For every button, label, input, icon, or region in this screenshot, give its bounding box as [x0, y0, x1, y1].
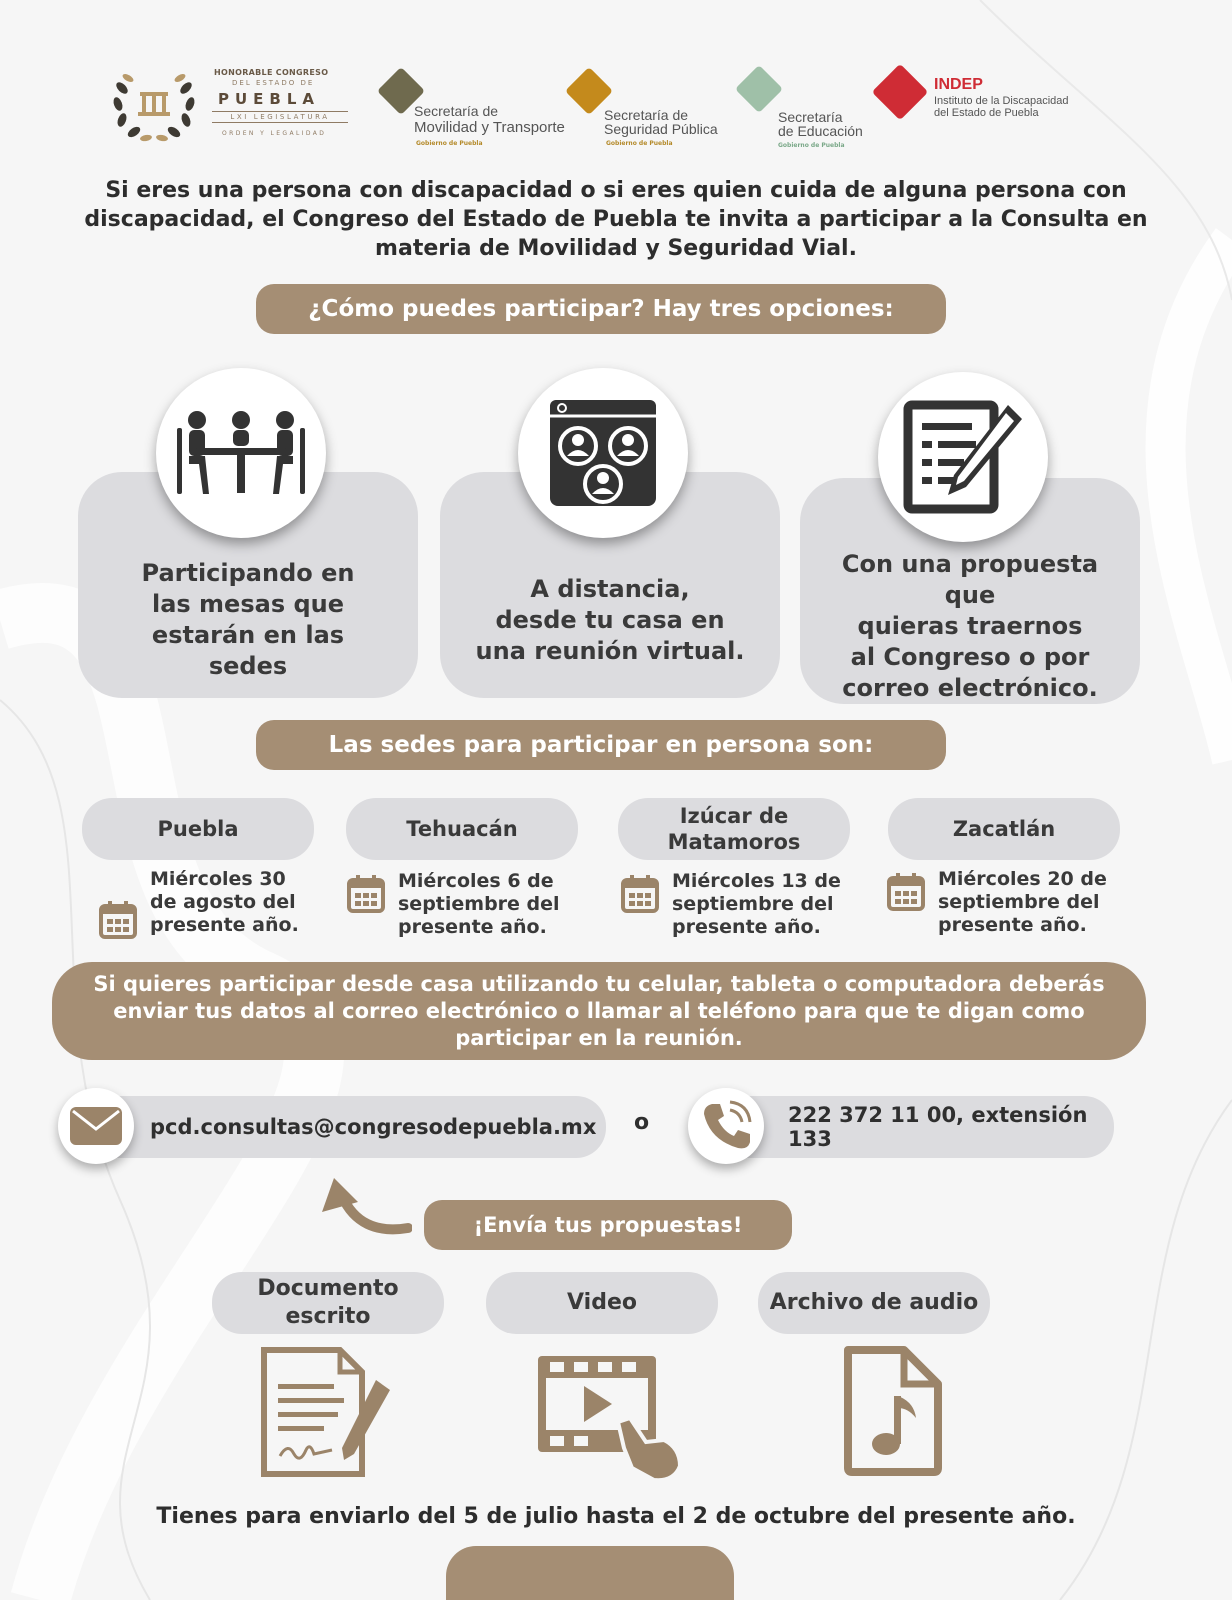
media-label: Video: [567, 1290, 637, 1315]
phone-icon: [700, 1100, 752, 1152]
indep-line2: del Estado de Puebla: [934, 107, 1039, 119]
deadline-text: Tienes para enviarlo del 5 de julio hasta el 2 de octubre del presente año.: [156, 1504, 1076, 1529]
intro-line: discapacidad, el Congreso del Estado de Puebla te invita a participar a la Consulta en: [84, 207, 1148, 232]
note-line: participar en la reunión.: [455, 1025, 743, 1050]
indep-logo: [878, 68, 1108, 128]
option-text: [476, 574, 745, 667]
written-document-icon: [258, 1346, 394, 1478]
congreso-sub-text: DEL ESTADO DE: [232, 79, 315, 87]
media-label: Documento: [257, 1276, 399, 1301]
date-line: septiembre del: [398, 893, 560, 915]
send-header: ¡Envía tus propuestas!: [424, 1200, 792, 1250]
option-line: desde tu casa en: [495, 605, 725, 634]
educacion-logo: [736, 66, 876, 156]
contact-separator: o: [634, 1110, 650, 1135]
option-text: [816, 549, 1124, 704]
date-line: presente año.: [398, 916, 547, 938]
sedes-header: Las sedes para participar en persona son:: [256, 720, 946, 770]
option-line: una reunión virtual.: [475, 636, 745, 665]
date-line: septiembre del: [672, 893, 834, 915]
seguridad-line2: Seguridad Pública: [604, 121, 718, 137]
option-line: correo electrónico.: [842, 673, 1098, 702]
options-header: ¿Cómo puedes participar? Hay tres opciones:: [256, 284, 946, 334]
audio-file-icon: [840, 1346, 944, 1476]
indep-line1: Instituto de la Discapacidad: [934, 95, 1069, 107]
virtual-meeting-icon: [548, 398, 658, 508]
meeting-table-icon-circle: [156, 368, 326, 538]
educacion-gov: Gobierno de Puebla: [778, 142, 845, 149]
date-line: Miércoles 6 de: [398, 870, 554, 892]
envelope-icon: [70, 1107, 122, 1145]
option-line: al Congreso o por: [850, 642, 1090, 671]
sede-city-puebla: [82, 798, 314, 860]
city-name: Izúcar de: [679, 804, 789, 828]
date-line: de agosto del: [150, 891, 296, 913]
congreso-motto: ORDEN Y LEGALIDAD: [222, 130, 327, 137]
movilidad-line1: Secretaría de: [414, 103, 499, 119]
phone-number[interactable]: 222 372 11 00, extensión 133: [788, 1103, 1088, 1151]
media-pill-documento: [212, 1272, 444, 1334]
congreso-name: PUEBLA: [218, 90, 321, 108]
note-line: enviar tus datos al correo electrónico o llamar al teléfono para que te digan como: [113, 998, 1085, 1023]
city-name: Zacatlán: [952, 817, 1056, 841]
footer-tab: [446, 1546, 734, 1600]
virtual-meeting-icon-circle: [518, 368, 688, 538]
note-line: Si quieres participar desde casa utilizando tu celular, tableta o computadora deberás: [93, 971, 1105, 996]
calendar-icon: [620, 874, 660, 914]
indep-full-name: [934, 95, 1104, 119]
indep-emblem-icon: [872, 64, 929, 121]
sede-date: [398, 870, 560, 939]
date-line: presente año.: [150, 914, 299, 936]
seguridad-gov: Gobierno de Puebla: [606, 140, 673, 147]
curved-arrow-icon: [316, 1174, 412, 1240]
calendar-icon: [886, 872, 926, 912]
laurel-wreath-icon: [108, 64, 200, 144]
option-line: Participando en: [141, 559, 355, 587]
sede-date: [938, 868, 1107, 937]
date-line: presente año.: [938, 914, 1087, 936]
option-line: las mesas que: [151, 590, 344, 618]
movilidad-line2: Movilidad y Transporte: [414, 119, 565, 136]
document-pen-icon: [900, 399, 1026, 515]
media-label: escrito: [285, 1304, 371, 1329]
seguridad-logo: [564, 66, 724, 156]
option-text: [142, 558, 355, 682]
option-line: sedes: [208, 652, 288, 680]
calendar-icon: [346, 874, 386, 914]
date-line: Miércoles 13 de: [672, 870, 841, 892]
city-name: Matamoros: [667, 830, 801, 854]
media-pill-video: [486, 1272, 718, 1334]
option-line: estarán en las: [151, 621, 345, 649]
media-label: Archivo de audio: [769, 1290, 979, 1315]
phone-icon-circle: [688, 1088, 764, 1164]
date-line: septiembre del: [938, 891, 1100, 913]
email-pill[interactable]: [70, 1096, 606, 1158]
email-address[interactable]: pcd.consultas@congresodepuebla.mx: [150, 1115, 597, 1139]
virtual-note: [52, 962, 1146, 1060]
sede-date: [672, 870, 841, 939]
educacion-line2: de Educación: [778, 123, 863, 139]
sede-date: [150, 868, 299, 937]
document-pen-icon-circle: [878, 372, 1048, 542]
date-line: presente año.: [672, 916, 821, 938]
city-name: Tehuacán: [406, 817, 518, 841]
movilidad-gov: Gobierno de Puebla: [416, 140, 483, 147]
congreso-top-text: HONORABLE CONGRESO: [214, 68, 329, 77]
movilidad-logo: [376, 66, 586, 156]
educacion-line1: Secretaría: [778, 109, 843, 125]
sede-city-tehuacan: [346, 798, 578, 860]
sede-city-zacatlan: [888, 798, 1120, 860]
option-line: A distancia,: [530, 574, 690, 603]
meeting-table-icon: [175, 408, 307, 498]
video-icon: [534, 1352, 684, 1484]
email-icon-circle: [58, 1088, 134, 1164]
sede-city-izucar: [618, 798, 850, 860]
option-line: quieras traernos: [857, 611, 1083, 640]
congreso-legislatura: LXI LEGISLATURA: [212, 111, 348, 123]
indep-acronym: INDEP: [934, 76, 983, 93]
intro-text: [60, 176, 1172, 263]
congreso-logo: [108, 60, 358, 150]
option-line: Con una propuesta que: [841, 549, 1099, 609]
city-name: Puebla: [157, 817, 239, 841]
seguridad-line1: Secretaría de: [604, 107, 689, 123]
date-line: Miércoles 20 de: [938, 868, 1107, 890]
educacion-emblem-icon: [735, 65, 783, 113]
date-line: Miércoles 30: [150, 868, 286, 890]
calendar-icon: [98, 900, 138, 940]
media-pill-audio: [758, 1272, 990, 1334]
intro-line: Si eres una persona con discapacidad o si eres quien cuida de alguna persona con: [105, 178, 1127, 203]
intro-line: materia de Movilidad y Seguridad Vial.: [375, 236, 857, 261]
